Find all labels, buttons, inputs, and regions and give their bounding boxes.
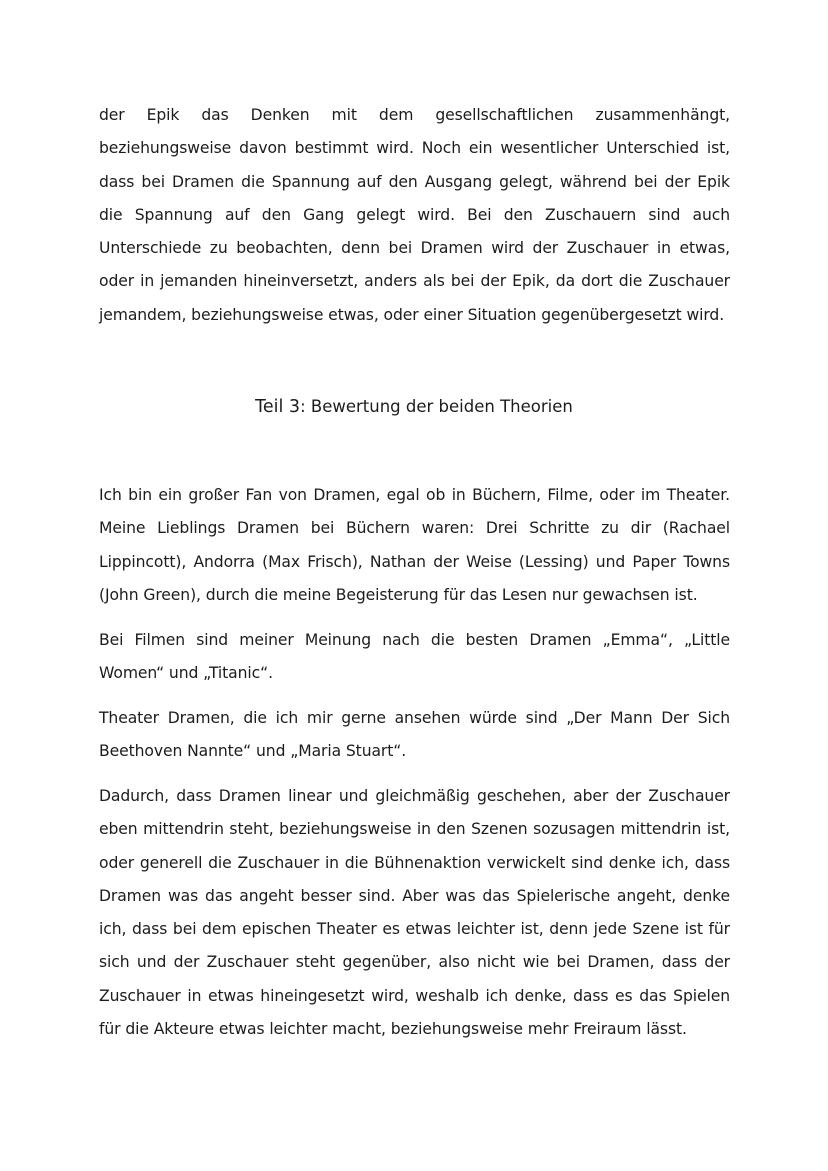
paragraph-continuation: der Epik das Denken mit dem gesellschaftlichen zusammenhängt, beziehungsweise davon bestimmt wird. Noch ein wesentlicher Unterschied ist, dass bei Dramen die Spannung auf den Ausgang gelegt, während bei der Epik die Spannung auf den Gang gelegt wird. Bei den Zuschauern sind auch Unterschiede zu beobachten, denn bei Dramen wird der Zuschauer in etwas, oder in jemanden hineinversetzt, anders als bei der Epik, da dort die Zuschauer jemandem, beziehungsweise etwas, oder einer Situation gegenübergesetzt wird. (99, 106, 730, 324)
section-heading-label: Teil 3 (255, 397, 301, 417)
paragraph-evaluation: Dadurch, dass Dramen linear und gleichmäßig geschehen, aber der Zuschauer eben mittendrin steht, beziehungsweise in den Szenen sozusagen mittendrin ist, oder generell die Zuschauer in die Bühnenaktion verwickelt sind denke ich, dass Dramen was das angeht besser sind. Aber was das Spielerische angeht, denke ich, dass bei dem epischen Theater es etwas leichter ist, denn jede Szene ist für sich und der Zuschauer steht gegenüber, also nicht wie bei Dramen, dass der Zuschauer in etwas hineingesetzt wird, weshalb ich denke, dass es das Spielen für die Akteure etwas leichter macht, beziehungsweise mehr Freiraum lässt. (99, 787, 730, 1039)
paragraph-films: Bei Filmen sind meiner Meinung nach die besten Dramen „Emma“, „Little Women“ und „Titanic“. (99, 631, 730, 683)
paragraph-theater: Theater Dramen, die ich mir gerne ansehen würde sind „Der Mann Der Sich Beethoven Nannte“ und „Maria Stuart“. (99, 709, 730, 761)
section-heading (0, 390, 828, 424)
section-heading-separator: : (300, 397, 306, 416)
section-heading-title: Bewertung der beiden Theorien (305, 397, 573, 416)
paragraph-favorite-dramas: Ich bin ein großer Fan von Dramen, egal ob in Büchern, Filme, oder im Theater. Meine Lieblings Dramen bei Büchern waren: Drei Schritte zu dir (Rachael Lippincott), Andorra (Max Frisch), Nathan der Weise (Lessing) und Paper Towns (John Green), durch die meine Begeisterung für das Lesen nur gewachsen ist. (99, 486, 730, 604)
